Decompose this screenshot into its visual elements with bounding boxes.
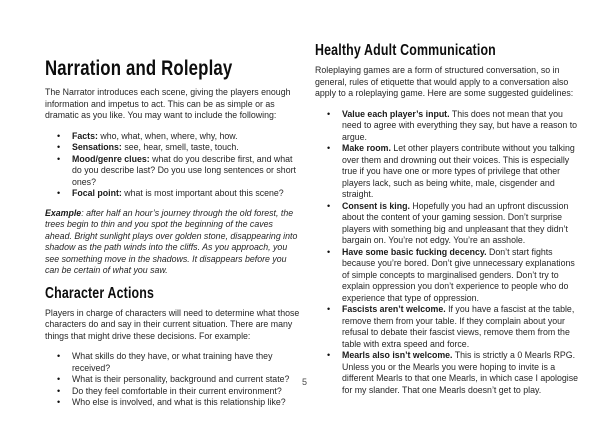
example-lead: Example — [45, 207, 82, 218]
bullet-text: Hopefully you had an upfront discussion about the content of your gaming session. Don’t surprise players with something big and unpleasant that they didn’t bargain on. You’re not edgy. You’re an asshole. — [342, 200, 569, 245]
right-column — [315, 42, 579, 404]
left-column — [45, 57, 301, 417]
bullet-text: This is strictly a 0 Mearls RPG. Unless you or the Mearls you were hoping to invite is a different Mearls to that one Mearls, in which case I apologise for my slander. That one Mearls doesn’t get to play. — [342, 350, 579, 395]
character-actions-intro-paragraph: Players in charge of characters will need to determine what those characters do and say in their current situation. There are many things that might drive these decisions. For example: — [45, 307, 300, 341]
list-item — [45, 397, 301, 409]
list-item — [45, 386, 301, 398]
list-item — [315, 201, 579, 247]
bullet-text: who, what, when, where, why, how. — [97, 130, 238, 141]
list-item — [315, 304, 579, 350]
bullet-lead: Mood/genre clues: — [72, 153, 150, 164]
heading-character-actions: Character Actions — [45, 284, 155, 302]
list-item — [315, 109, 579, 144]
bullet-text: This does not mean that you need to agree with everything they say, but have a reason to argue. — [342, 108, 578, 142]
list-item — [45, 351, 301, 374]
bullet-lead: Fascists aren’t welcome. — [342, 304, 446, 314]
bullet-text: What is their personality, background and current state? — [72, 374, 290, 384]
narration-bullet-list — [45, 131, 301, 200]
bullet-lead: Value each player’s input. — [342, 108, 450, 119]
example-text: : after half an hour’s journey through the old forest, the trees begin to thin and you spot the beginning of the caves ahead. Bright sunlight plays over golden stone, disappearing into shadow as the path winds into the cliffs. As you approach, you see something move in the shadows. It disappears before you can be certain of what you saw. — [45, 207, 298, 275]
bullet-text: see, hear, smell, taste, touch. — [121, 142, 239, 152]
bullet-text: Who else is involved, and what is this relationship like? — [72, 397, 286, 407]
bullet-lead: Mearls also isn’t welcome. — [342, 350, 453, 360]
bullet-text: Let other players contribute without you talking over them and drowning out their voices. This is especially true if you have one or more types of privilege that other players lack, such as being white, male, cisgender and straight. — [342, 143, 575, 199]
bullet-text: If you have a fascist at the table, remove them from your table. If they complain about your refusal to debate their fascist views, remove them from the table with extra speed and force. — [342, 304, 575, 349]
bullet-text: what is most important about this scene? — [121, 188, 284, 198]
bullet-lead: Sensations: — [72, 142, 122, 152]
bullet-text: what do you describe first, and what do you describe last? Do you use long sentences or short ones? — [72, 153, 296, 187]
bullet-lead: Have some basic fucking decency. — [342, 246, 487, 257]
bullet-lead: Focal point: — [72, 188, 122, 198]
bullet-text: What skills do they have, or what training have they received? — [72, 351, 273, 373]
example-paragraph — [45, 208, 301, 277]
narration-intro-paragraph: The Narrator introduces each scene, giving the players enough information and impetus to act. This can be as simple or as dramatic as you like. You may want to include the following: — [45, 87, 291, 120]
list-item — [315, 247, 579, 305]
list-item — [315, 143, 579, 201]
bullet-lead: Make room. — [342, 143, 391, 153]
bullet-text: Do they feel comfortable in their current environment? — [72, 385, 282, 396]
list-item — [45, 131, 301, 143]
bullet-lead: Consent is king. — [342, 200, 410, 211]
communication-bullet-list — [315, 109, 579, 397]
communication-intro-paragraph: Roleplaying games are a form of structured conversation, so in general, rules of etiquette that would apply to a conversation also apply to a roleplaying game. Here are some suggested guidelines: — [315, 65, 574, 98]
list-item — [315, 350, 579, 396]
page-number: 5 — [301, 377, 307, 387]
list-item — [45, 154, 301, 189]
list-item — [45, 142, 301, 154]
list-item — [45, 188, 301, 200]
heading-narration-and-roleplay: Narration and Roleplay — [45, 57, 233, 80]
heading-healthy-adult-communication: Healthy Adult Communication — [315, 42, 496, 59]
bullet-text: Don’t start fights because you’re bored. Don’t give unnecessary explanations of simple concepts to marginalised genders. Don’t try to explain oppression you don’t experience to people who do experience that type of oppression. — [342, 246, 575, 303]
bullet-lead: Facts: — [72, 130, 98, 141]
